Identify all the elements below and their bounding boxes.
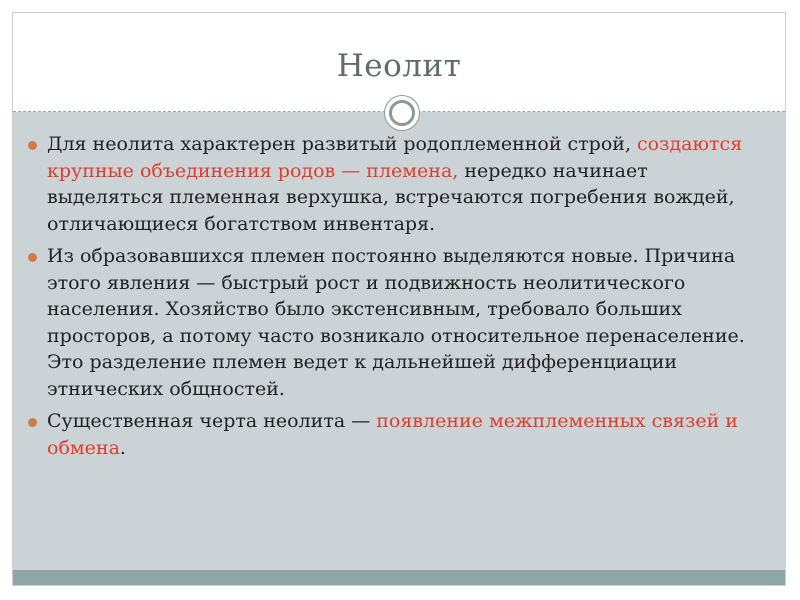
- bullet-text: .: [119, 436, 126, 459]
- bullet-list: [47, 131, 747, 467]
- bullet-text: нередко начинает выделяться племенная верхушка, встречаются погребения вождей, отличающиеся богатством инвентаря.: [47, 159, 735, 235]
- highlighted-text: создаются крупные объединения родов — племена,: [47, 133, 743, 182]
- ring-ornament-inner: [389, 100, 415, 126]
- bullet-text: Для неолита характерен развитый родоплеменной строй,: [47, 133, 638, 155]
- highlighted-text: появление межплеменных связей и обмена: [47, 410, 738, 459]
- bullet-item: [47, 131, 747, 237]
- circle-bullet-icon: [28, 418, 37, 427]
- bullet-item: [47, 243, 747, 402]
- circle-bullet-icon: [28, 141, 37, 150]
- bullet-item: [47, 408, 747, 461]
- bullet-text: Существенная черта неолита —: [47, 410, 377, 432]
- slide-title: Неолит: [336, 48, 462, 84]
- bullet-text: Из образовавшихся племен постоянно выделяются новые. Причина этого явления — быстрый рост и подвижность неолитического населения. Хозяйство было экстенсивным, требовало больших просторов, а потому часто возникало относительное перенаселение. Это разделение племен ведет к дальнейшей дифференциации этнических общностей.: [47, 245, 745, 400]
- ring-ornament-icon: [384, 95, 420, 131]
- circle-bullet-icon: [28, 253, 37, 262]
- footer-band: [13, 570, 785, 585]
